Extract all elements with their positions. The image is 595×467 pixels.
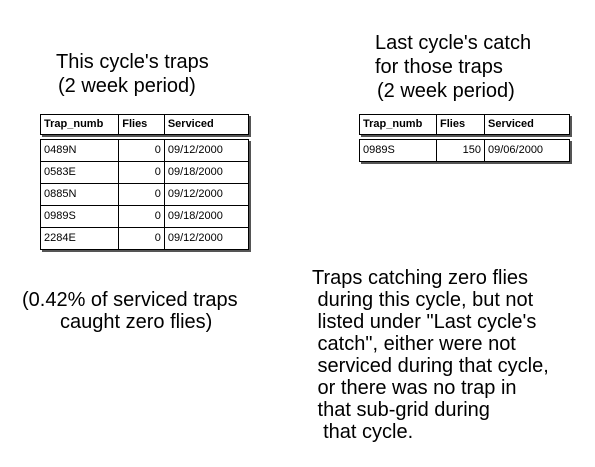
- trap-number-cell[interactable]: 0885N: [41, 184, 119, 205]
- last-cycle-heading: [375, 31, 531, 103]
- note-line: during this cycle, but not: [312, 289, 534, 311]
- serviced-cell[interactable]: 09/18/2000: [167, 210, 223, 222]
- note-line: (0.42% of serviced traps: [22, 289, 238, 311]
- note-line: caught zero flies): [60, 311, 213, 333]
- trap-number-cell[interactable]: 0989S: [360, 140, 437, 161]
- note-line: or there was no trap in: [312, 377, 517, 399]
- note-line: serviced during that cycle,: [312, 355, 549, 377]
- column-header-trap-number[interactable]: Trap_numb: [360, 115, 437, 134]
- serviced-cell[interactable]: 09/12/2000: [167, 188, 223, 200]
- serviced-cell[interactable]: 09/18/2000: [167, 166, 223, 178]
- flies-cell[interactable]: 0: [119, 162, 165, 183]
- table-row[interactable]: [41, 140, 248, 161]
- note-line: listed under "Last cycle's: [312, 311, 537, 333]
- last-cycle-catch-table: [359, 114, 570, 162]
- serviced-cell[interactable]: 09/12/2000: [167, 144, 223, 156]
- header-row: [360, 115, 569, 134]
- flies-cell[interactable]: 0: [119, 206, 165, 227]
- table-header: [40, 114, 249, 135]
- flies-cell[interactable]: 0: [119, 228, 165, 249]
- note-line: catch", either were not: [312, 333, 516, 355]
- table-body: [40, 139, 249, 250]
- serviced-cell[interactable]: 09/06/2000: [488, 144, 544, 156]
- trap-number-cell[interactable]: 0989S: [41, 206, 119, 227]
- trap-number-cell[interactable]: 0489N: [41, 140, 119, 161]
- flies-cell[interactable]: 0: [119, 140, 165, 161]
- table-row[interactable]: [360, 140, 569, 161]
- flies-cell[interactable]: 150: [437, 140, 485, 161]
- table-body: [359, 139, 570, 162]
- trap-number-cell[interactable]: 2284E: [41, 228, 119, 249]
- note-line: Traps catching zero flies: [312, 267, 529, 289]
- heading-line: This cycle's traps: [56, 51, 209, 73]
- note-line: that sub-grid during: [312, 399, 490, 421]
- table-row[interactable]: [41, 227, 248, 249]
- serviced-cell[interactable]: 09/12/2000: [167, 232, 223, 244]
- heading-line: Last cycle's catch: [375, 32, 532, 54]
- heading-line: (2 week period): [58, 75, 196, 97]
- heading-line: for those traps: [375, 56, 503, 78]
- column-header-serviced[interactable]: Serviced: [167, 118, 214, 130]
- column-header-serviced[interactable]: Serviced: [488, 118, 534, 130]
- trap-number-cell[interactable]: 0583E: [41, 162, 119, 183]
- this-cycle-traps-table: [40, 114, 249, 250]
- header-row: [41, 115, 248, 134]
- column-header-trap-number[interactable]: Trap_numb: [41, 115, 119, 134]
- this-cycle-heading: [56, 50, 209, 98]
- column-header-flies[interactable]: Flies: [437, 115, 485, 134]
- flies-cell[interactable]: 0: [119, 184, 165, 205]
- column-header-flies[interactable]: Flies: [119, 115, 165, 134]
- zero-flies-percentage-note: [22, 289, 238, 333]
- table-row[interactable]: [41, 205, 248, 227]
- explanation-note: [312, 267, 549, 443]
- note-line: that cycle.: [312, 421, 414, 443]
- heading-line: (2 week period): [377, 80, 515, 102]
- table-row[interactable]: [41, 183, 248, 205]
- table-header: [359, 114, 570, 135]
- table-row[interactable]: [41, 161, 248, 183]
